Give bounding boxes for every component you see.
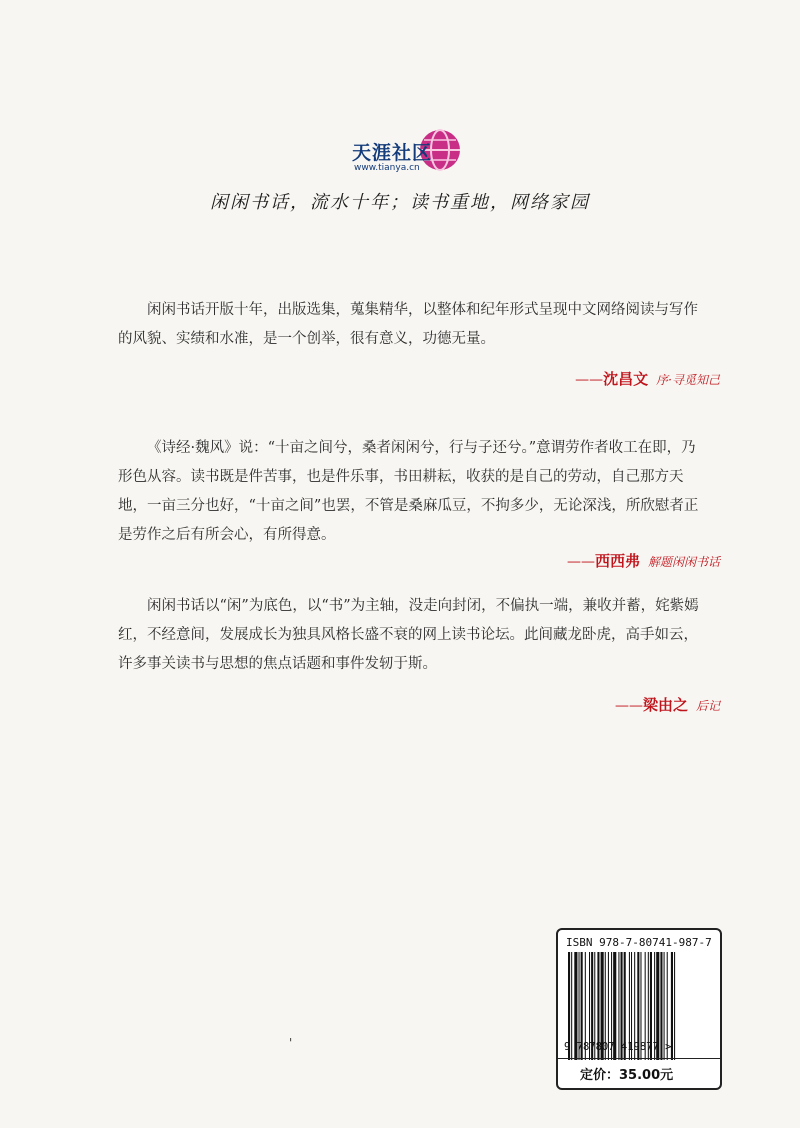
sig-source: 序·寻觅知己	[656, 373, 720, 387]
sig-dash: ——	[575, 372, 604, 388]
slogan: 闲闲书话，流水十年；读书重地，网络家园	[210, 192, 590, 213]
price-label: 定价：35.00元	[580, 1068, 674, 1083]
sig-source: 后记	[695, 699, 720, 713]
sig-dash: ——	[614, 698, 643, 714]
sig-author: 西西弗	[594, 552, 640, 570]
barcode-box	[556, 928, 722, 1090]
sig-author: 沈昌文	[603, 370, 649, 388]
quote-signature-2	[567, 550, 720, 571]
quote-text-1: 闲闲书话开版十年，出版选集，蒐集精华，以整体和纪年形式呈现中文网络阅读与写作的风貌、实绩和水准，是一个创举，很有意义，功德无量。	[118, 302, 698, 347]
tianya-logo	[352, 128, 462, 178]
isbn-text: ISBN 978-7-80741-987-7	[566, 936, 712, 949]
quote-text-2: 《诗经·魏风》说：“十亩之间兮，桑者闲闲兮，行与子还兮。”意谓劳作者收工在即，乃形色从容。读书既是件苦事，也是件乐事，书田耕耘，收获的是自己的劳动，自己那方天地，一亩三分也好，“十亩之间”也罢，不管是桑麻瓜豆，不拘多少，无论深浅，所欣慰者正是劳作之后有所会心，有所得意。	[118, 440, 699, 543]
quote-text-3: 闲闲书话以“闲”为底色，以“书”为主轴，没走向封闭，不偏执一端，兼收并蓄，姹紫嫣红，不经意间，发展成长为独具风格长盛不衰的网上读书论坛。此间藏龙卧虎，高手如云，许多事关读书与思想的焦点话题和事件发轫于斯。	[118, 598, 699, 672]
barcode-digits: 9 787807 419877 >	[564, 1041, 672, 1053]
print-speck: '	[289, 1036, 293, 1050]
sig-dash: ——	[566, 554, 595, 570]
logo-name: 天涯社区	[352, 142, 433, 164]
barcode-bar	[674, 952, 675, 1060]
sig-author: 梁由之	[642, 696, 688, 714]
quote-signature-1	[575, 368, 720, 389]
price-divider	[558, 1058, 720, 1059]
logo-url: www.tianya.cn	[354, 163, 420, 173]
sig-source: 解题闲闲书话	[647, 555, 720, 569]
quote-signature-3	[615, 694, 720, 715]
